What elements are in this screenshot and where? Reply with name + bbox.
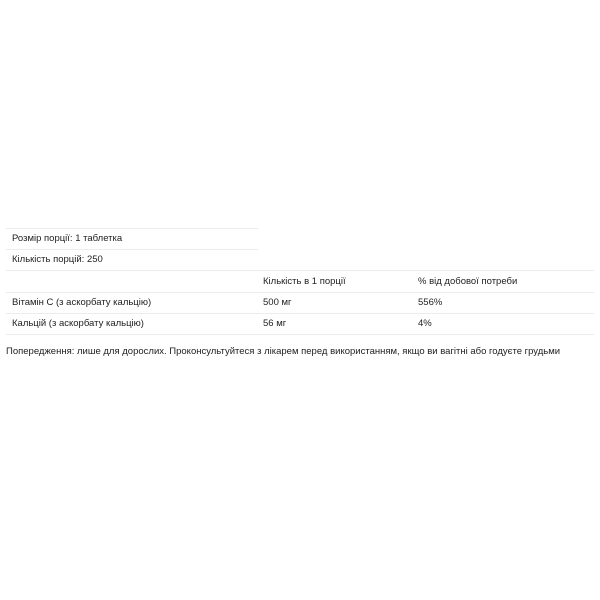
nutrient-amount: 500 мг bbox=[263, 297, 292, 308]
divider bbox=[6, 334, 594, 335]
divider bbox=[6, 228, 258, 229]
header-amount: Кількість в 1 порції bbox=[263, 276, 346, 287]
nutrient-amount: 56 мг bbox=[263, 318, 287, 329]
servings-count: Кількість порцій: 250 bbox=[12, 254, 103, 265]
divider bbox=[6, 249, 258, 250]
divider bbox=[6, 292, 594, 293]
header-daily-value: % від добової потреби bbox=[418, 276, 518, 287]
nutrient-name: Кальцій (з аскорбату кальцію) bbox=[12, 318, 144, 329]
nutrient-name: Вітамін С (з аскорбату кальцію) bbox=[12, 297, 152, 308]
divider bbox=[6, 270, 594, 271]
nutrient-daily-value: 4% bbox=[418, 318, 432, 329]
serving-size: Розмір порції: 1 таблетка bbox=[12, 233, 123, 244]
nutrient-daily-value: 556% bbox=[418, 297, 443, 308]
divider bbox=[6, 313, 594, 314]
warning-text: Попередження: лише для дорослих. Проконсультуйтеся з лікарем перед використанням, якщо ви вагітні або годуєте грудьми bbox=[6, 346, 561, 357]
